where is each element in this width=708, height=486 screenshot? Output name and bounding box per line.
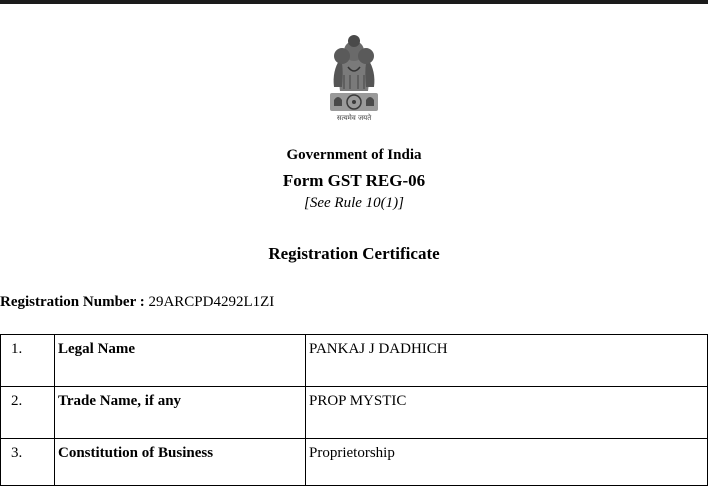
row-number: 2. — [1, 387, 55, 439]
top-border — [0, 0, 708, 4]
table-row — [1, 387, 708, 439]
field-label: Constitution of Business — [55, 439, 306, 486]
field-value: PANKAJ J DADHICH — [306, 335, 708, 387]
row-number: 1. — [1, 335, 55, 387]
registration-number-line — [0, 294, 274, 311]
emblem-motto: सत्यमेव जयते — [336, 114, 372, 122]
government-title: Government of India — [286, 147, 422, 163]
field-value: PROP MYSTIC — [306, 387, 708, 439]
row-number: 3. — [1, 439, 55, 486]
registration-number-label: Registration Number : — [0, 294, 145, 310]
details-table — [0, 334, 708, 486]
field-label: Legal Name — [55, 335, 306, 387]
certificate-title: Registration Certificate — [268, 244, 440, 263]
national-emblem-icon — [318, 27, 390, 123]
table-row — [1, 439, 708, 486]
registration-number-value: 29ARCPD4292L1ZI — [148, 294, 275, 310]
rule-reference: [See Rule 10(1)] — [304, 195, 404, 211]
table-row — [1, 335, 708, 387]
form-title: Form GST REG-06 — [282, 171, 426, 190]
field-value: Proprietorship — [306, 439, 708, 486]
field-label: Trade Name, if any — [55, 387, 306, 439]
